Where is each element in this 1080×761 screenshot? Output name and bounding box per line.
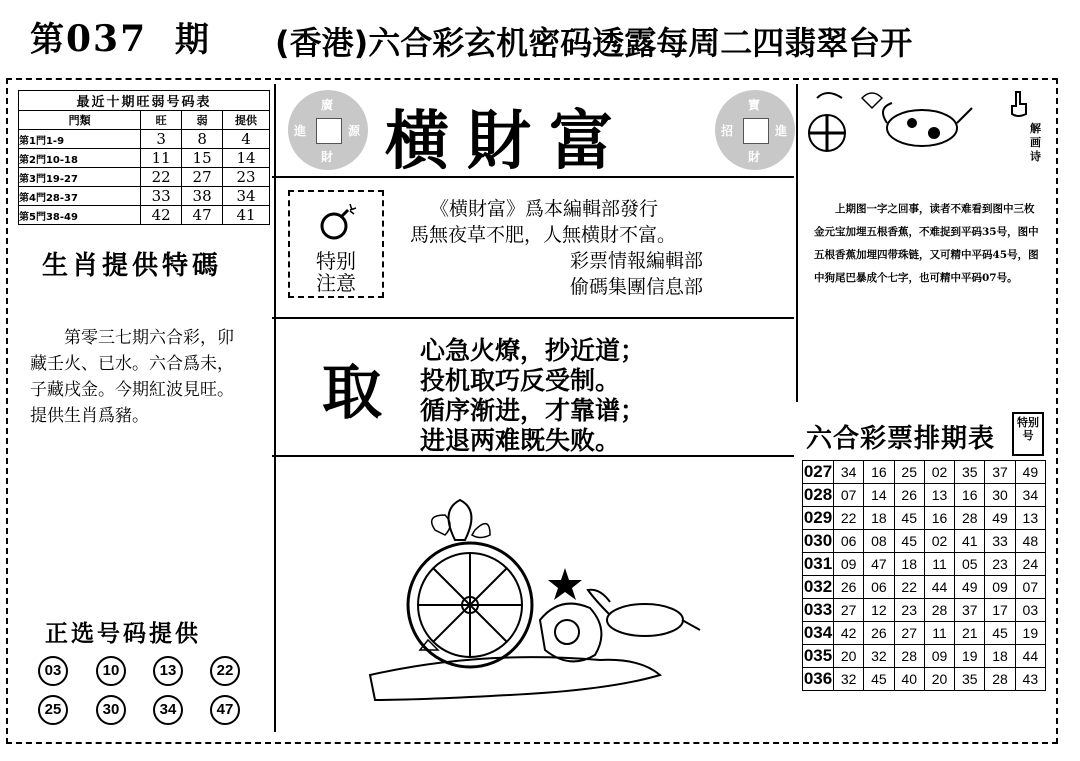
number-cell: 12 <box>864 599 894 622</box>
coin-left-icon <box>288 90 368 170</box>
pick-ball: 47 <box>210 695 240 725</box>
number-cell: 28 <box>985 668 1015 691</box>
table-row <box>803 645 1046 668</box>
number-cell: 26 <box>834 576 864 599</box>
poem-line: 投机取巧反受制。 <box>420 366 621 395</box>
issue-prefix: 第 <box>30 20 66 60</box>
number-cell: 16 <box>864 461 894 484</box>
number-cell: 25 <box>894 461 924 484</box>
picks-title: 正选号码提供 <box>45 621 201 647</box>
intro-line: 馬無夜草不肥，人無横財不富。 <box>410 224 677 246</box>
notice-label <box>290 250 382 294</box>
coin-right-icon <box>715 90 795 170</box>
number-cell: 09 <box>985 576 1015 599</box>
number-cell: 16 <box>924 507 954 530</box>
number-cell: 02 <box>924 461 954 484</box>
number-cell: 22 <box>894 576 924 599</box>
poem-line: 心急火燎，抄近道； <box>420 336 646 365</box>
number-cell: 28 <box>924 599 954 622</box>
number-cell: 49 <box>955 576 985 599</box>
table-row <box>803 530 1046 553</box>
pick-ball: 22 <box>210 656 240 686</box>
table-row <box>19 168 270 187</box>
number-cell: 45 <box>864 668 894 691</box>
table-row <box>803 599 1046 622</box>
number-cell: 22 <box>834 507 864 530</box>
number-cell: 45 <box>985 622 1015 645</box>
special-number-cell: 19 <box>1015 622 1045 645</box>
number-cell: 45 <box>894 530 924 553</box>
zodiac-title: 生肖提供特碼 <box>42 251 223 281</box>
number-cell: 09 <box>924 645 954 668</box>
pick-ball: 13 <box>153 656 183 686</box>
cell-tigong: 23 <box>223 168 270 187</box>
coin-char: 寶 <box>748 98 761 112</box>
row-label: 第3門19-27 <box>19 168 141 187</box>
special-number-cell: 43 <box>1015 668 1045 691</box>
number-cell: 08 <box>864 530 894 553</box>
number-cell: 06 <box>834 530 864 553</box>
issue-cell: 034 <box>803 622 834 645</box>
riddle-picture-icon <box>802 88 982 168</box>
cell-ruo: 47 <box>182 206 223 225</box>
number-cell: 30 <box>985 484 1015 507</box>
special-number-cell: 48 <box>1015 530 1045 553</box>
row-label: 第4門28-37 <box>19 187 141 206</box>
issue-label <box>30 12 211 61</box>
cell-wang: 11 <box>141 149 182 168</box>
number-cell: 19 <box>955 645 985 668</box>
number-cell: 18 <box>894 553 924 576</box>
row-label: 第5門38-49 <box>19 206 141 225</box>
solution-label: 解画诗 <box>1030 122 1041 163</box>
cell-tigong: 14 <box>223 149 270 168</box>
riddle-poem <box>420 336 645 456</box>
riddle-char: 取 <box>322 358 382 428</box>
pick-ball: 10 <box>96 656 126 686</box>
number-cell: 18 <box>985 645 1015 668</box>
issue-cell: 033 <box>803 599 834 622</box>
number-cell: 35 <box>955 461 985 484</box>
number-cell: 32 <box>834 668 864 691</box>
number-cell: 26 <box>894 484 924 507</box>
number-cell: 27 <box>894 622 924 645</box>
number-cell: 47 <box>864 553 894 576</box>
cell-ruo: 8 <box>182 130 223 149</box>
number-cell: 21 <box>955 622 985 645</box>
intro-line: 偷碼集團信息部 <box>570 276 704 298</box>
pick-ball: 30 <box>96 695 126 725</box>
col-header: 提供 <box>223 111 270 130</box>
pick-ball: 03 <box>38 656 68 686</box>
illustration-wheel-turtle <box>360 490 720 715</box>
number-cell: 11 <box>924 553 954 576</box>
special-number-label: 特别号 <box>1012 412 1044 456</box>
number-cell: 33 <box>985 530 1015 553</box>
special-number-cell: 07 <box>1015 576 1045 599</box>
cell-ruo: 38 <box>182 187 223 206</box>
number-cell: 14 <box>864 484 894 507</box>
issue-cell: 029 <box>803 507 834 530</box>
pick-ball: 25 <box>38 695 68 725</box>
number-cell: 23 <box>985 553 1015 576</box>
number-cell: 34 <box>834 461 864 484</box>
number-cell: 09 <box>834 553 864 576</box>
number-cell: 42 <box>834 622 864 645</box>
number-cell: 44 <box>924 576 954 599</box>
number-cell: 41 <box>955 530 985 553</box>
table-row <box>803 507 1046 530</box>
coin-char: 源 <box>348 124 361 138</box>
page-header <box>30 12 1060 70</box>
number-cell: 17 <box>985 599 1015 622</box>
special-number-cell: 03 <box>1015 599 1045 622</box>
pick-ball: 34 <box>153 695 183 725</box>
number-cell: 18 <box>864 507 894 530</box>
cell-wang: 22 <box>141 168 182 187</box>
coin-char: 財 <box>321 150 334 164</box>
zodiac-text: 第零三七期六合彩，卯藏壬火、已水。六合爲未，子藏戌金。今期紅波見旺。提供生肖爲豬。 <box>30 328 234 426</box>
bomb-icon <box>318 200 360 242</box>
issue-cell: 027 <box>803 461 834 484</box>
number-cell: 40 <box>894 668 924 691</box>
recent-hot-cold-table <box>18 90 270 225</box>
table-row <box>803 622 1046 645</box>
issue-cell: 036 <box>803 668 834 691</box>
number-cell: 23 <box>894 599 924 622</box>
issue-cell: 031 <box>803 553 834 576</box>
special-number-cell: 13 <box>1015 507 1045 530</box>
table-row <box>19 187 270 206</box>
number-cell: 06 <box>864 576 894 599</box>
cell-wang: 42 <box>141 206 182 225</box>
cell-wang: 3 <box>141 130 182 149</box>
issue-cell: 032 <box>803 576 834 599</box>
cell-tigong: 4 <box>223 130 270 149</box>
col-header: 旺 <box>141 111 182 130</box>
special-number-cell: 44 <box>1015 645 1045 668</box>
number-cell: 02 <box>924 530 954 553</box>
table-row <box>803 576 1046 599</box>
issue-cell: 028 <box>803 484 834 507</box>
col-header: 門類 <box>19 111 141 130</box>
table-row <box>803 461 1046 484</box>
table-row <box>803 484 1046 507</box>
table-row <box>803 553 1046 576</box>
cell-wang: 33 <box>141 187 182 206</box>
number-cell: 20 <box>924 668 954 691</box>
coin-char: 招 <box>721 124 734 138</box>
schedule-title: 六合彩票排期表 <box>806 424 996 454</box>
table-row <box>803 668 1046 691</box>
page-title: (香港)六合彩玄机密码透露每周二四翡翠台开 <box>275 24 913 62</box>
table-row <box>19 130 270 149</box>
coin-char: 財 <box>748 150 761 164</box>
coin-char: 進 <box>294 124 307 138</box>
special-number-cell: 49 <box>1015 461 1045 484</box>
number-cell: 26 <box>864 622 894 645</box>
number-cell: 49 <box>985 507 1015 530</box>
cell-tigong: 34 <box>223 187 270 206</box>
number-cell: 27 <box>834 599 864 622</box>
issue-cell: 035 <box>803 645 834 668</box>
cell-ruo: 27 <box>182 168 223 187</box>
special-number-cell: 24 <box>1015 553 1045 576</box>
coin-char: 廣 <box>321 98 334 112</box>
banner-title: 横財富 <box>385 104 631 179</box>
number-cell: 45 <box>894 507 924 530</box>
intro-line: 《横財富》爲本編輯部發行 <box>430 198 659 220</box>
row-label: 第2門10-18 <box>19 149 141 168</box>
notice-label-line: 特别 <box>316 249 356 273</box>
cell-ruo: 15 <box>182 149 223 168</box>
notice-box <box>288 190 384 298</box>
pointing-hand-icon <box>1008 90 1034 120</box>
number-cell: 37 <box>985 461 1015 484</box>
number-cell: 05 <box>955 553 985 576</box>
notice-label-line: 注意 <box>316 271 356 295</box>
issue-suffix: 期 <box>174 20 211 60</box>
number-cell: 07 <box>834 484 864 507</box>
number-cell: 32 <box>864 645 894 668</box>
number-cell: 16 <box>955 484 985 507</box>
table-row <box>19 149 270 168</box>
row-label: 第1門1-9 <box>19 130 141 149</box>
schedule-table <box>802 460 1046 691</box>
issue-number: 037 <box>66 18 148 60</box>
table-row <box>19 206 270 225</box>
table-caption: 最近十期旺弱号码表 <box>19 91 270 111</box>
number-cell: 11 <box>924 622 954 645</box>
number-cell: 28 <box>955 507 985 530</box>
number-cell: 28 <box>894 645 924 668</box>
number-cell: 37 <box>955 599 985 622</box>
poem-line: 进退两难既失败。 <box>420 426 621 455</box>
solution-analysis: 上期图一字之回事，读者不难看到图中三枚金元宝加埋五根香蕉，不难捉到平码35号，图中五根香蕉加埋四带珠链，又可精中平码45号，图中狗尾巴暴成个七字，也可精中平码07号。 <box>814 203 1039 284</box>
special-number-cell: 34 <box>1015 484 1045 507</box>
poem-line: 循序渐进，才靠谱； <box>420 396 646 425</box>
intro-line: 彩票情報編輯部 <box>570 250 704 272</box>
number-cell: 20 <box>834 645 864 668</box>
number-cell: 35 <box>955 668 985 691</box>
number-cell: 13 <box>924 484 954 507</box>
coin-char: 進 <box>775 124 788 138</box>
col-header: 弱 <box>182 111 223 130</box>
cell-tigong: 41 <box>223 206 270 225</box>
issue-cell: 030 <box>803 530 834 553</box>
